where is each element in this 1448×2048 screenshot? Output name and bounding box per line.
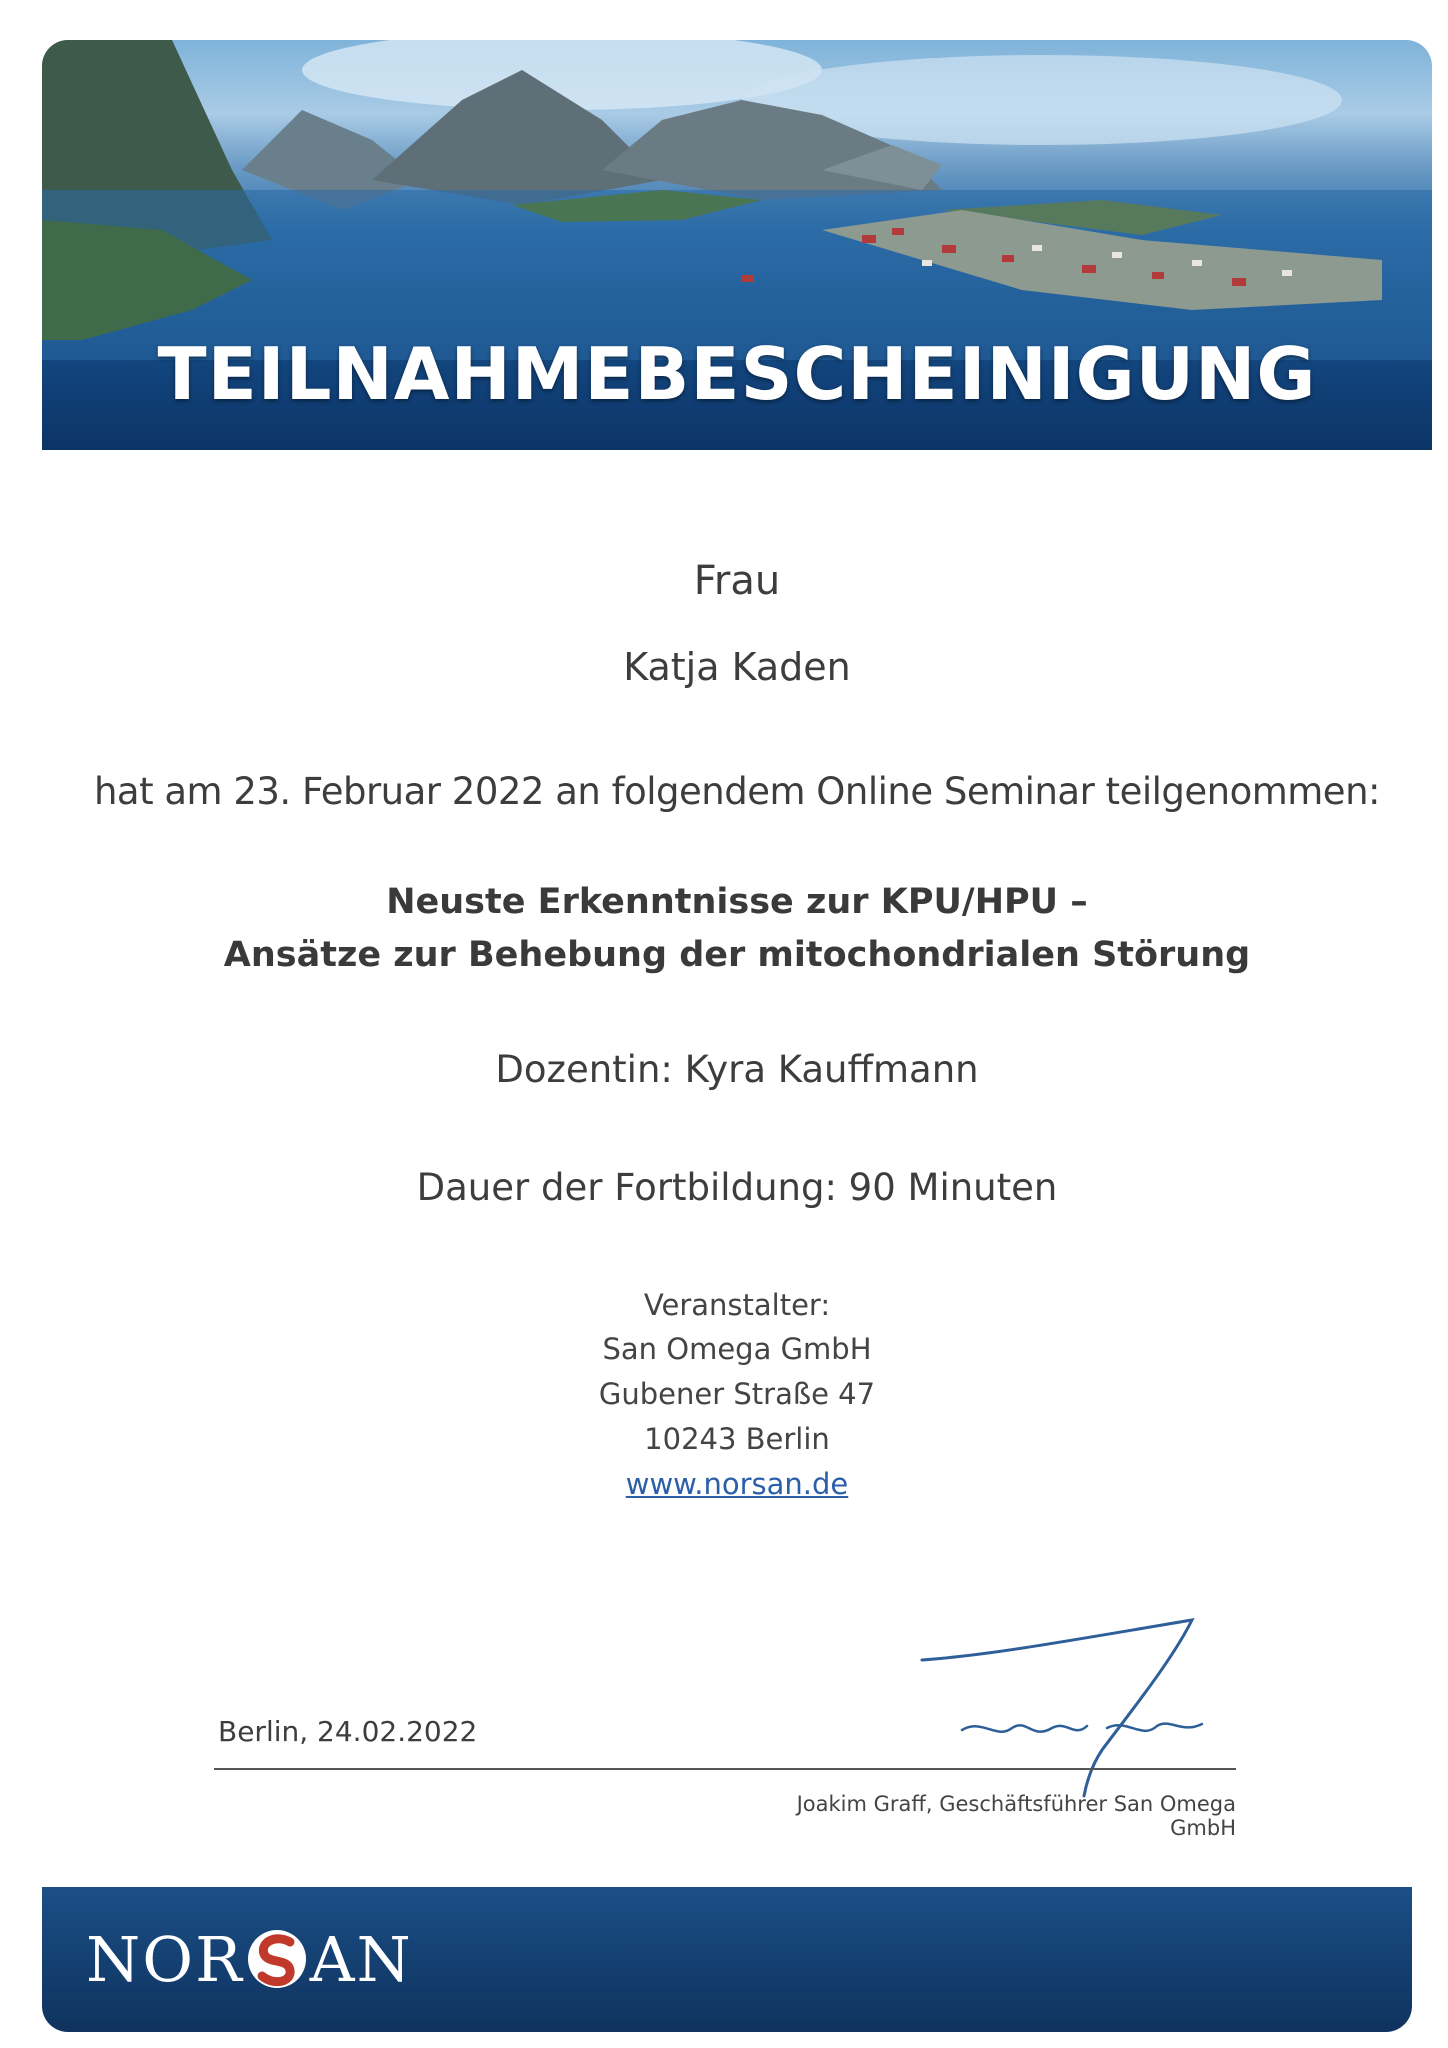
handwritten-signature [902,1600,1242,1800]
organizer-city: 10243 Berlin [644,1422,830,1456]
seminar-title-line-1: Neuste Erkenntnisse zur KPU/HPU – [386,882,1088,922]
signature-line [214,1768,1236,1770]
participant-name: Katja Kaden [623,645,851,689]
logo-text-right: AN [309,1922,413,1996]
organizer-label: Veranstalter: [643,1288,831,1322]
salutation: Frau [693,558,781,604]
organizer-website-link[interactable]: www.norsan.de [625,1467,849,1501]
lecturer: Dozentin: Kyra Kauffmann [495,1048,979,1091]
organizer-name: San Omega GmbH [602,1332,872,1366]
norsan-logo [86,1919,413,1999]
footer-band [42,1887,1412,2032]
header-banner [42,40,1432,450]
place-and-date: Berlin, 24.02.2022 [218,1715,478,1748]
signatory-caption: Joakim Graff, Geschäftsführer San Omega GmbH [796,1792,1236,1840]
organizer-street: Gubener Straße 47 [598,1377,876,1411]
seminar-title-line-2: Ansätze zur Behebung der mitochondrialen Störung [223,935,1251,975]
attendance-statement: hat am 23. Februar 2022 an folgendem Online Seminar teilgenommen: [93,770,1380,813]
norsan-s-logo-icon [246,1928,308,1990]
logo-text-left: NOR [86,1922,244,1996]
course-duration: Dauer der Fortbildung: 90 Minuten [416,1166,1058,1209]
certificate [42,40,1432,2015]
certificate-title: TEILNAHMEBESCHEINIGUNG [157,332,1317,416]
